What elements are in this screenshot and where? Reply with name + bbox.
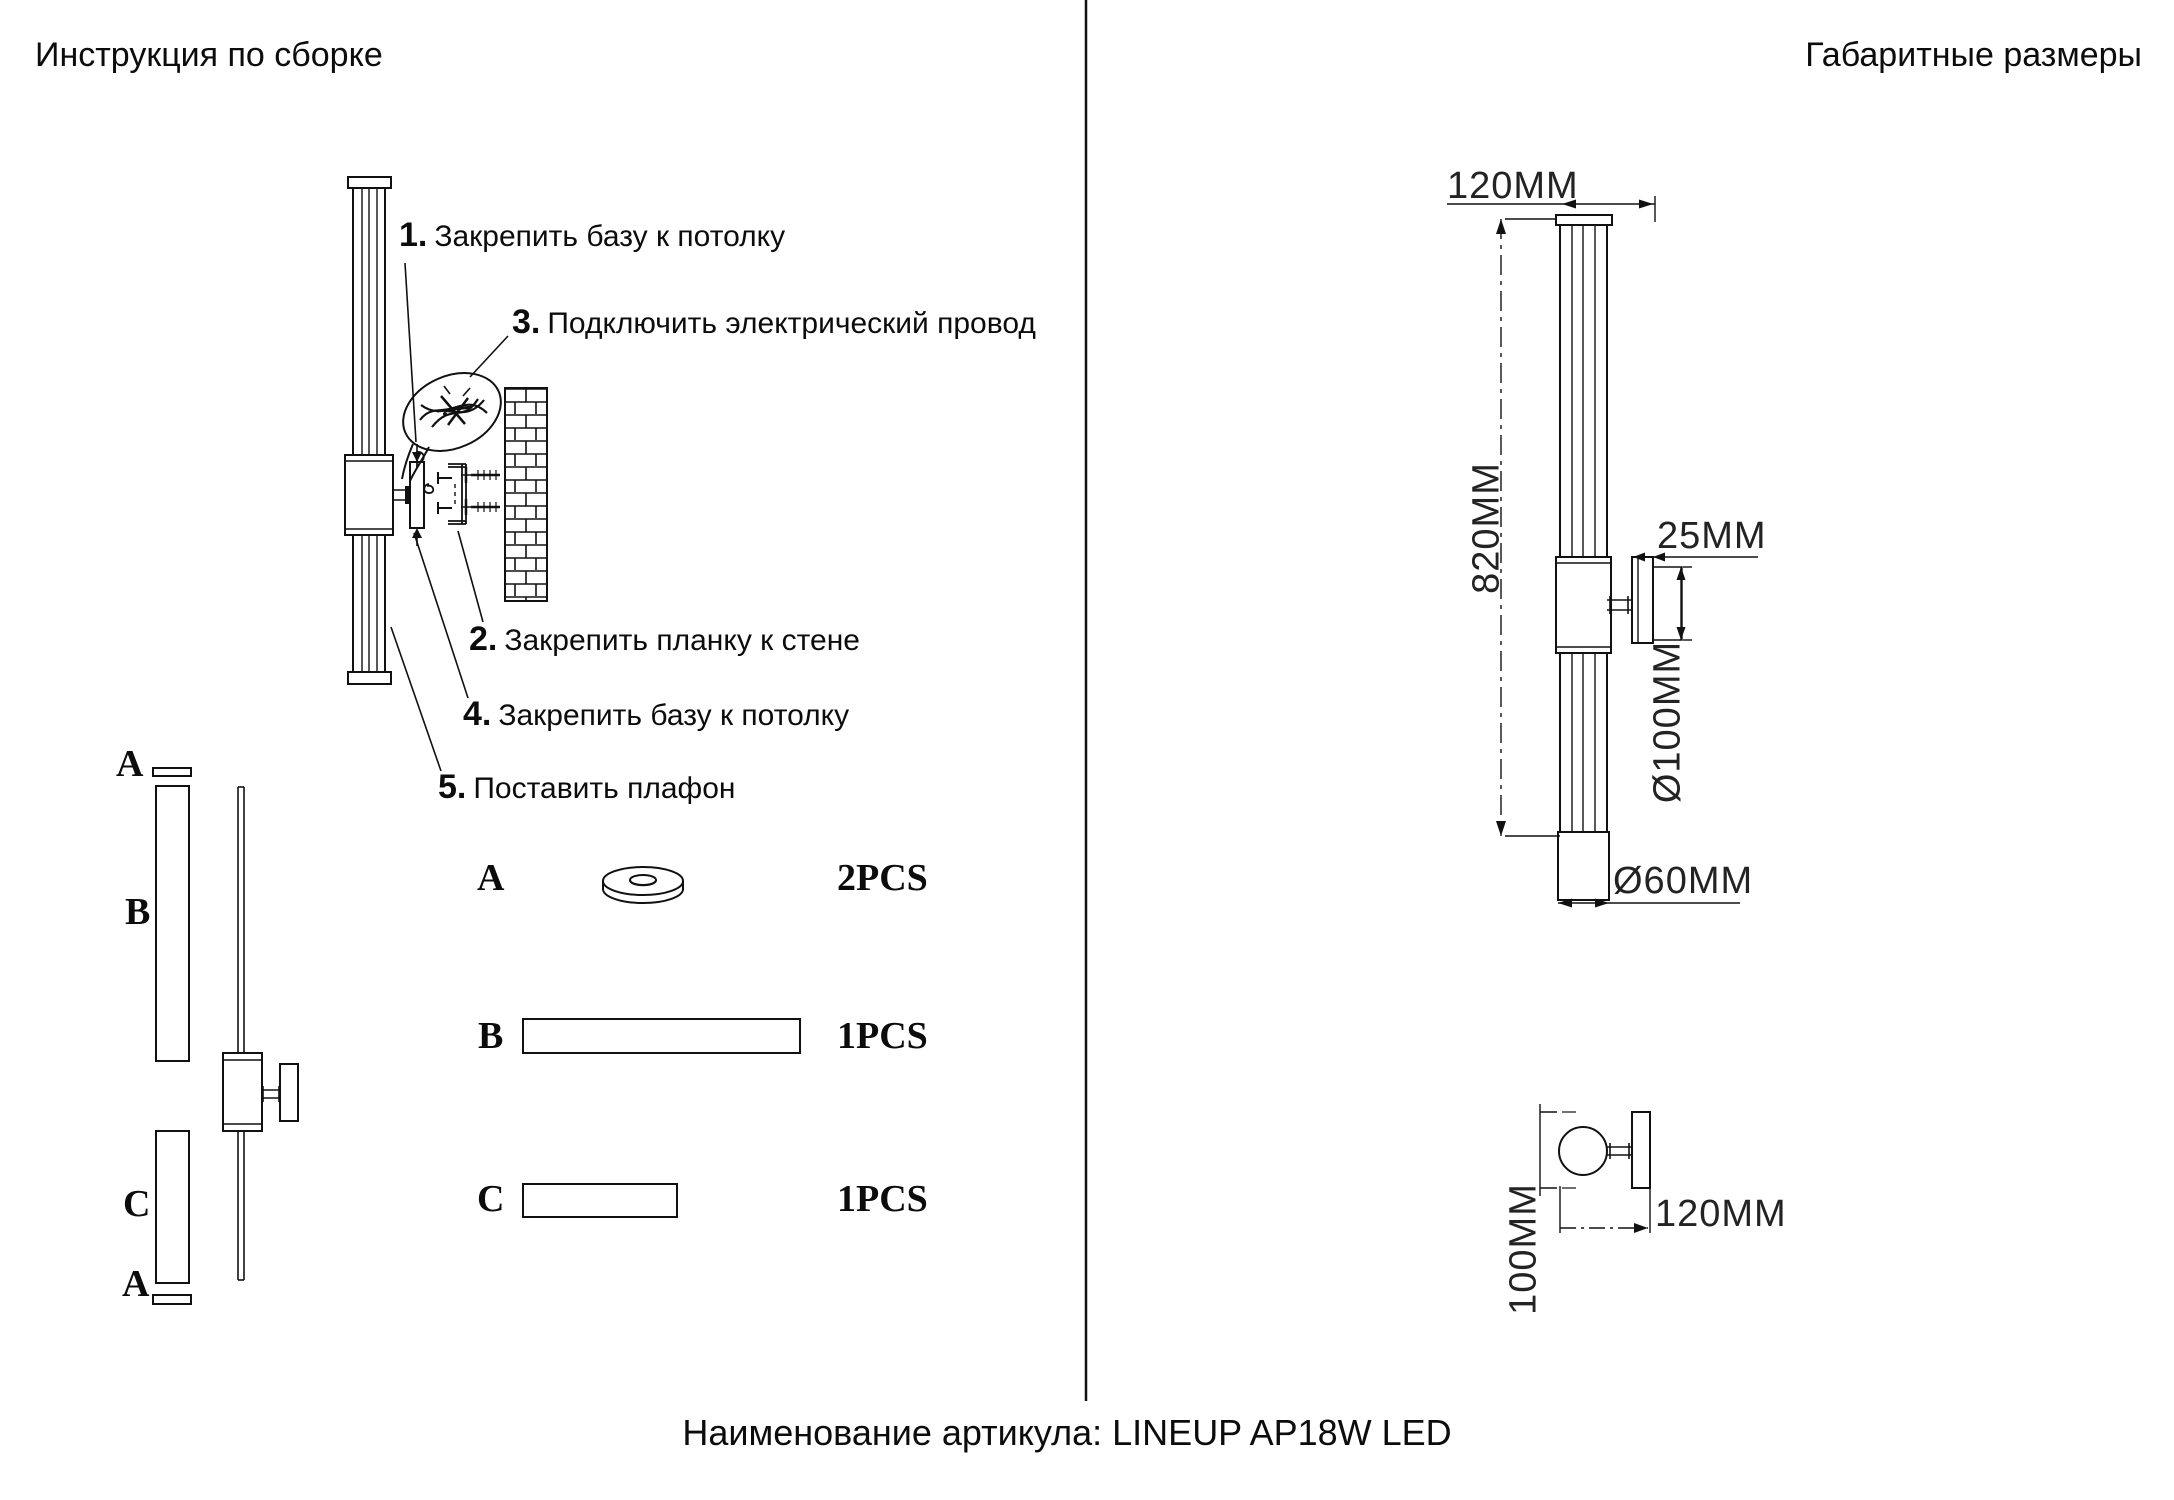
exploded-view — [153, 768, 298, 1304]
step-4-number: 4. — [463, 695, 492, 733]
dim-height: 820MM — [1465, 462, 1508, 594]
part-b-qty: 1PCS — [837, 1015, 928, 1057]
assembly-lamp — [345, 177, 393, 684]
step-5 — [438, 768, 735, 807]
dim-side-depth: 120MM — [1655, 1193, 1787, 1235]
dimension-drawing-side — [1559, 1112, 1650, 1188]
part-b-id: B — [478, 1015, 504, 1057]
dim-width-top: 120MM — [1447, 165, 1579, 207]
step-3-number: 3. — [512, 303, 541, 341]
dim-side-height: 100MM — [1502, 1183, 1545, 1315]
step-1-number: 1. — [399, 216, 428, 254]
exploded-label-a-top: A — [116, 743, 144, 785]
step-3-label: Подключить электрический провод — [547, 307, 1036, 340]
dim-plate-diameter: Ø100MM — [1646, 640, 1689, 804]
step-1 — [399, 216, 785, 255]
exploded-label-b: B — [125, 891, 151, 933]
step-5-number: 5. — [438, 768, 467, 806]
step-4 — [463, 695, 849, 734]
part-c-qty: 1PCS — [837, 1178, 928, 1220]
assembly-mount — [393, 444, 424, 546]
step-2-number: 2. — [469, 620, 498, 658]
dim-bracket-depth: 25MM — [1657, 515, 1767, 557]
parts-shapes — [523, 867, 800, 1217]
brick-wall — [505, 388, 547, 601]
part-a-id: A — [477, 857, 505, 899]
dim-shade-diameter: Ø60MM — [1613, 860, 1754, 902]
step-3 — [512, 303, 1036, 342]
wall-bracket — [438, 464, 466, 524]
right-panel-title: Габаритные размеры — [1805, 36, 2142, 74]
article-caption: Наименование артикула: LINEUP AP18W LED — [682, 1412, 1452, 1453]
exploded-label-a-bottom: A — [122, 1263, 150, 1305]
step-2-label: Закрепить планку к стене — [504, 624, 860, 657]
step-4-label: Закрепить базу к потолку — [498, 699, 850, 732]
step-1-label: Закрепить базу к потолку — [434, 220, 786, 253]
part-a-qty: 2PCS — [837, 857, 928, 899]
left-panel-title: Инструкция по сборке — [35, 36, 383, 74]
step-2 — [469, 620, 860, 659]
exploded-label-c: C — [123, 1183, 151, 1225]
dimension-lines — [1447, 196, 1758, 1233]
part-c-id: C — [477, 1178, 505, 1220]
step-5-label: Поставить плафон — [473, 772, 736, 805]
